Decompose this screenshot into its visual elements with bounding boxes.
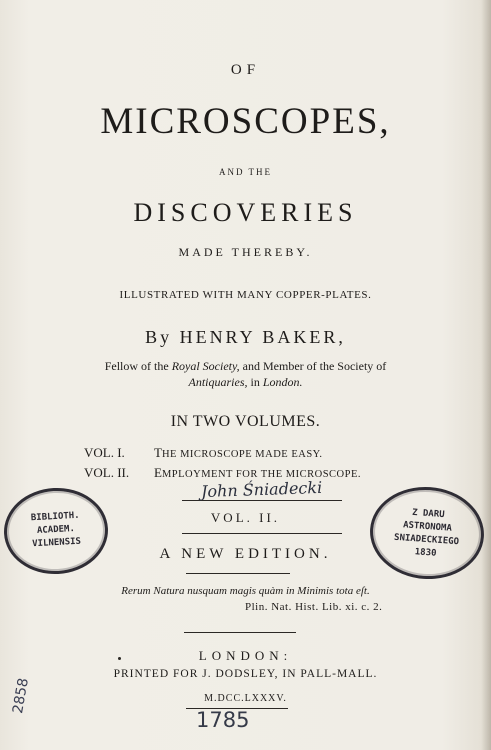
stamp-text: VILNENSIS: [32, 536, 82, 550]
rule-below-edition: [186, 573, 290, 574]
volume-initial: E: [154, 465, 162, 480]
two-volumes-heading: IN TWO VOLUMES.: [170, 413, 321, 430]
volume-entry: [84, 444, 361, 464]
title-of: OF: [230, 62, 261, 78]
stamp-text: ACADEM.: [36, 524, 76, 536]
handwritten-year: 1785: [196, 708, 250, 732]
epigraph-source: Plin. Nat. Hist. Lib. xi. c. 2.: [245, 601, 383, 613]
handwritten-signature: John Śniadecki: [200, 477, 323, 502]
imprint-place: LONDON:: [198, 648, 293, 663]
edition-line: A NEW EDITION.: [159, 546, 332, 562]
stamp-text: Z DARU: [411, 507, 445, 521]
author-line: By HENRY BAKER,: [145, 327, 346, 347]
author-affiliation-line-1: [0, 359, 491, 374]
imprint-date: M.DCC.LXXXV.: [204, 693, 287, 704]
stamp-text: ASTRONOMA: [402, 520, 453, 534]
affiliation-text: Fellow of the: [104, 359, 172, 373]
affiliation-royal-society: Royal Society,: [171, 359, 240, 373]
affiliation-text: and Member of the Society of: [239, 359, 387, 373]
volume-number: VOL. I.: [84, 445, 125, 460]
volume-title: MPLOYMENT FOR THE MICROSCOPE.: [161, 469, 362, 480]
title-discoveries: DISCOVERIES: [133, 198, 358, 227]
author-affiliation-line-2: [0, 375, 491, 390]
rule-below-volume: [182, 533, 342, 534]
title-and-the: AND THE: [218, 167, 273, 177]
handwritten-shelfmark: 2858: [10, 676, 32, 715]
ink-speck: [118, 657, 121, 660]
affiliation-london: London.: [262, 375, 303, 389]
volume-number: VOL. II.: [84, 465, 130, 480]
affiliation-text: in: [247, 375, 263, 389]
stamp-text: SNIADECKIEGO: [393, 532, 460, 548]
main-title: MICROSCOPES,: [100, 101, 391, 142]
volume-title: HE MICROSCOPE MADE EASY.: [161, 449, 323, 460]
illustrated-line: ILLUSTRATED WITH MANY COPPER-PLATES.: [119, 289, 372, 301]
stamp-text: BIBLIOTH.: [30, 510, 80, 524]
stamp-text: 1830: [414, 547, 437, 559]
epigraph: Rerum Natura nusquam magis quàm in Minimis tota eſt.: [121, 585, 370, 597]
this-volume-label: VOL. II.: [210, 510, 281, 525]
volume-initial: T: [154, 445, 162, 460]
imprint-printer: PRINTED FOR J. DODSLEY, IN PALL-MALL.: [113, 668, 378, 680]
title-made-thereby: MADE THEREBY.: [178, 245, 313, 259]
affiliation-antiquaries: Antiquaries,: [188, 375, 248, 389]
rule-below-epigraph: [184, 632, 296, 633]
library-stamp-right: [367, 483, 487, 583]
